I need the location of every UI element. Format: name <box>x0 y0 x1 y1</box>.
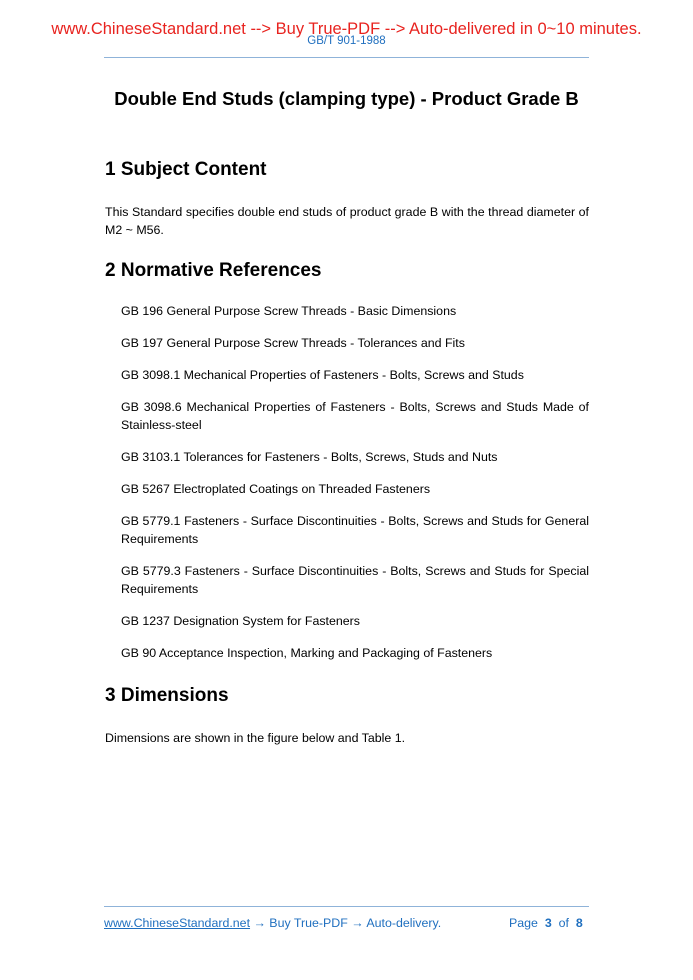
section-heading-dimensions: 3 Dimensions <box>105 685 229 706</box>
footer-tagline: → Buy True-PDF → Auto-delivery. <box>250 916 442 930</box>
reference-item: GB 3098.6 Mechanical Properties of Fasteners - Bolts, Screws and Studs Made of Stainless-steel <box>121 400 589 432</box>
page-number <box>509 915 583 931</box>
footer-promo <box>104 915 441 931</box>
reference-item: GB 3103.1 Tolerances for Fasteners - Bolts, Screws, Studs and Nuts <box>121 450 498 464</box>
page-total: 8 <box>575 916 583 930</box>
section-body-subject-content: This Standard specifies double end studs of product grade B with the thread diameter of M2 ~ M56. <box>105 205 589 237</box>
page-label: Page <box>509 916 538 930</box>
reference-item: GB 5779.1 Fasteners - Surface Discontinuities - Bolts, Screws and Studs for General Requirements <box>121 514 589 546</box>
section-body-dimensions: Dimensions are shown in the figure below and Table 1. <box>105 731 406 745</box>
reference-item: GB 5779.3 Fasteners - Surface Discontinuities - Bolts, Screws and Studs for Special Requirements <box>121 564 589 596</box>
document-title: Double End Studs (clamping type) - Product Grade B <box>114 88 579 109</box>
reference-list <box>121 302 589 662</box>
standard-code: GB/T 901-1988 <box>307 35 386 47</box>
reference-item: GB 1237 Designation System for Fasteners <box>121 614 360 628</box>
section-heading-normative-references: 2 Normative References <box>105 260 322 281</box>
footer-site-link[interactable]: www.ChineseStandard.net <box>104 916 251 930</box>
page-of: of <box>558 916 569 930</box>
header-divider <box>104 57 589 58</box>
reference-item: GB 196 General Purpose Screw Threads - Basic Dimensions <box>121 304 457 318</box>
reference-item: GB 5267 Electroplated Coatings on Threaded Fasteners <box>121 482 431 496</box>
reference-item: GB 3098.1 Mechanical Properties of Fasteners - Bolts, Screws and Studs <box>121 368 524 382</box>
footer-divider <box>104 906 589 907</box>
promo-banner-link[interactable]: www.ChineseStandard.net --> Buy True-PDF --> Auto-delivered in 0~10 minutes. <box>51 20 642 38</box>
reference-item: GB 90 Acceptance Inspection, Marking and Packaging of Fasteners <box>121 646 493 660</box>
page-current: 3 <box>544 916 552 930</box>
reference-item: GB 197 General Purpose Screw Threads - Tolerances and Fits <box>121 336 465 350</box>
section-heading-subject-content: 1 Subject Content <box>105 159 267 180</box>
